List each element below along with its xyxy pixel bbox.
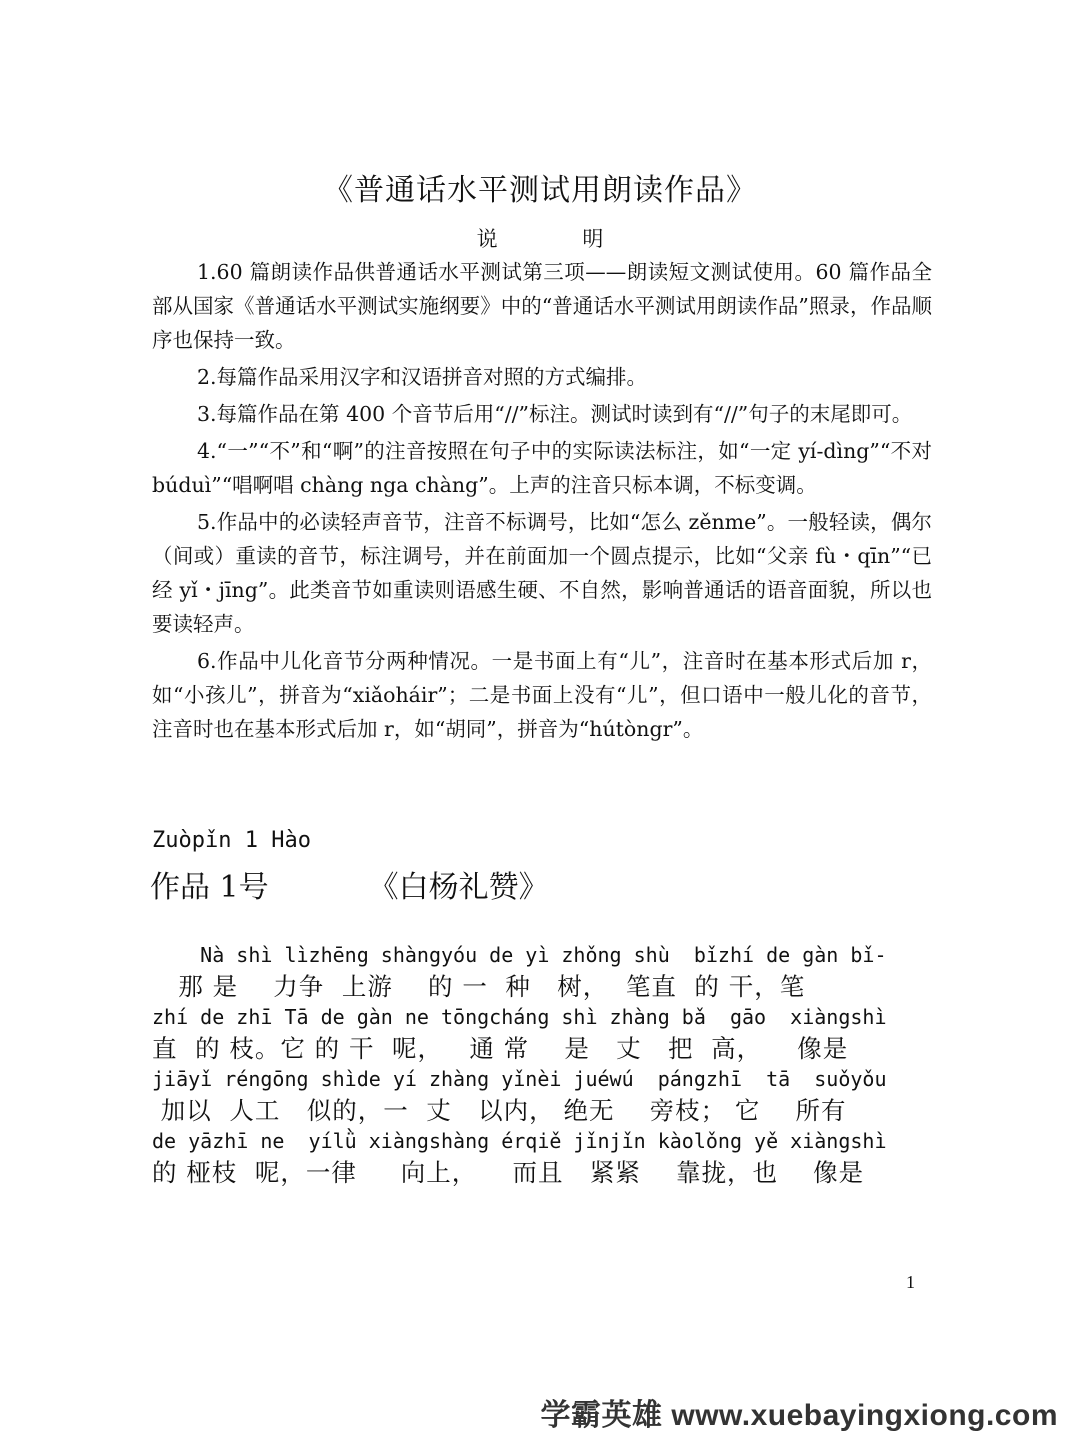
hanzi-line: 的 桠枝 呢，一律 向上， 而且 紧紧 靠拢，也 像是 xyxy=(152,1158,865,1187)
instruction-paragraph: 5.作品中的必读轻声音节，注音不标调号，比如“怎么 zěnme”。一般轻读，偶尔（间或）重读的音节，标注调号，并在前面加一个圆点提示，比如“父亲 fù・qīn”“已经 yǐ・jīng”。此类音节如重读则语感生硬、不自然，影响普通话的语音面貌，所以也要读轻声。 xyxy=(152,510,932,636)
watermark: 学霸英雄 www.xuebayingxiong.com xyxy=(540,1399,1058,1432)
passage-text xyxy=(152,940,932,1188)
instruction-paragraph: 3.每篇作品在第 400 个音节后用“//”标注。测试时读到有“//”句子的末尾即可。 xyxy=(197,402,913,426)
instruction-paragraph: 6.作品中儿化音节分两种情况。一是书面上有“儿”，注音时在基本形式后加 r，如“小孩儿”，拼音为“xiǎoháir”；二是书面上没有“儿”，但口语中一般儿化的音节，注音时也在基本形式后加 r，如“胡同”，拼音为“hútòngr”。 xyxy=(152,649,932,741)
instruction-paragraph: 1.60 篇朗读作品供普通话水平测试第三项——朗读短文测试使用。60 篇作品全部从国家《普通话水平测试实施纲要》中的“普通话水平测试用朗读作品”照录，作品顺序也保持一致。 xyxy=(152,260,932,352)
work-title: 《白杨礼赞》 xyxy=(368,870,549,905)
pinyin-line: de yāzhī ne yílǜ xiàngshàng érqiě jǐnjǐn kàolǒng yě xiàngshì xyxy=(152,1129,887,1153)
work-pinyin-label: Zuòpǐn 1 Hào xyxy=(152,828,311,853)
page-number: 1 xyxy=(906,1272,915,1292)
pinyin-line: Nà shì lìzhēng shàngyóu de yì zhǒng shù bǐzhí de gàn bǐ- xyxy=(152,943,887,967)
section-heading: 说 明 xyxy=(476,227,628,251)
instruction-paragraph: 4.“一”“不”和“啊”的注音按照在句子中的实际读法标注，如“一定 yí-dìng”“不对 búduì”“唱啊唱 chàng nga chàng”。上声的注音只标本调，不标变调。 xyxy=(152,439,932,497)
hanzi-line: 加以 人工 似的，一 丈 以内， 绝无 旁枝； 它 所有 xyxy=(152,1096,847,1125)
hanzi-line: 直 的 枝。它 的 干 呢， 通 常 是 丈 把 高， 像是 xyxy=(152,1034,849,1063)
document-title: 《普通话水平测试用朗读作品》 xyxy=(323,173,757,208)
pinyin-line: zhí de zhī Tā de gàn ne tōngcháng shì zhàng bǎ gāo xiàngshì xyxy=(152,1005,887,1029)
work-number-label: 作品 1号 xyxy=(150,870,269,905)
hanzi-line: 那 是 力争 上游 的 一 种 树， 笔直 的 干，笔 xyxy=(152,972,806,1001)
instructions-section xyxy=(152,255,932,749)
work-header xyxy=(150,862,549,906)
instruction-paragraph: 2.每篇作品采用汉字和汉语拼音对照的方式编排。 xyxy=(197,365,648,389)
pinyin-line: jiāyǐ réngōng shìde yí zhàng yǐnèi juéwú pángzhī tā suǒyǒu xyxy=(152,1067,887,1091)
